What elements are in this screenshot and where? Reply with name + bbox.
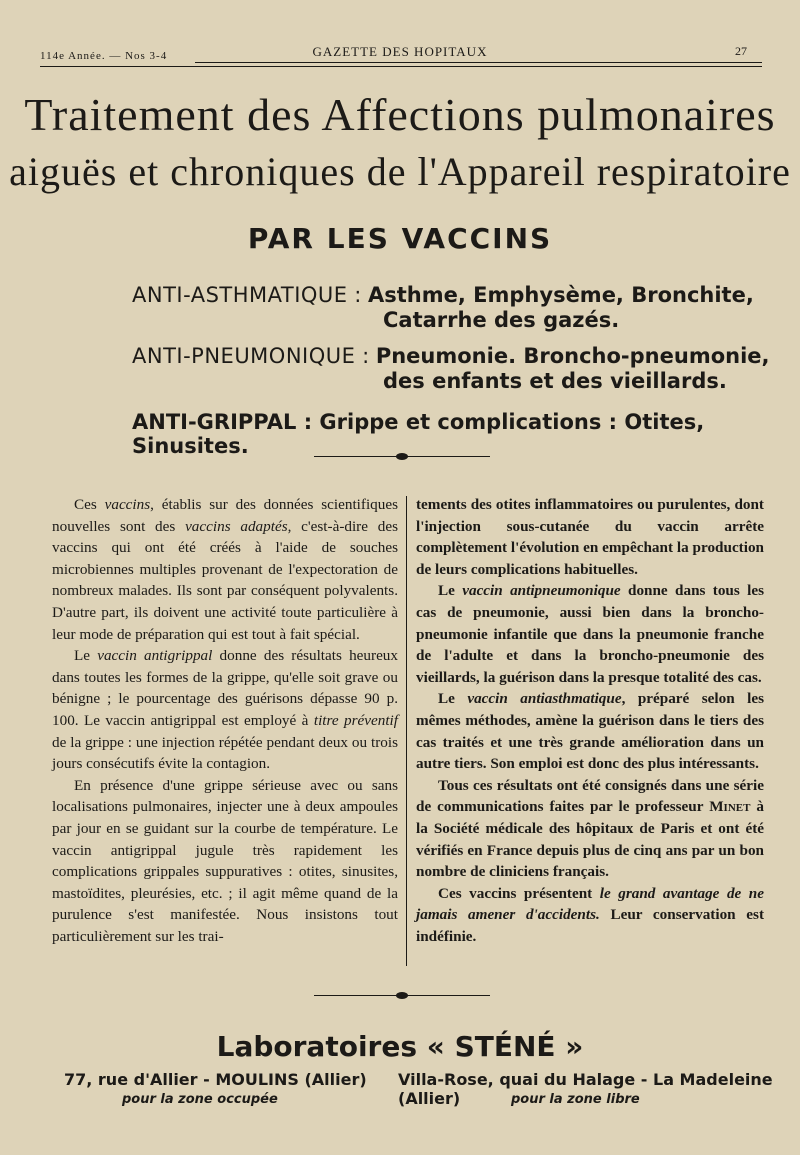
header-rule-double — [40, 66, 762, 67]
paragraph: Ces vaccins présentent le grand avantage de ne jamais amener d'accidents. Leur conservation est indéfinie. — [416, 884, 764, 945]
header-rule — [195, 62, 762, 63]
vaccine-separator: : — [347, 283, 369, 307]
zone-libre-label: pour la zone libre — [511, 1092, 640, 1107]
address-moulins: 77, rue d'Allier - MOULINS (Allier) — [64, 1070, 367, 1089]
journal-title: GAZETTE DES HOPITAUX — [312, 44, 488, 59]
vaccine-indications: Asthme, Emphysème, Bronchite, — [368, 283, 754, 307]
paragraph: Le vaccin antipneumonique donne dans tous les cas de pneumonie, aussi bien dans la broncho-pneumonie infantile que dans la pneumonie franche de l'adulte et dans la broncho-pneumonie des vieillards, la guérison dans la presque totalité des cas. — [416, 582, 765, 686]
paragraph: Ces vaccins, établis sur des données scientifiques nouvelles sont des vaccins adaptés, c'est-à-dire des vaccins qui ont été créés à l'aide de souches microbiennes multiples provenant de l'expectoration de nombreux malades. Ils sont par conséquent polyvalents. D'autre part, ils doivent une activité toute particulière à leur mode de préparation qui est tout à fait spécial. — [52, 496, 399, 643]
ornament-divider — [314, 991, 490, 1001]
zone-occupee-label: pour la zone occupée — [122, 1092, 278, 1107]
laboratory-name: Laboratoires « STÉNÉ » — [216, 1030, 584, 1063]
vaccine-separator: : — [355, 344, 376, 368]
vaccine-indications-cont: des enfants et des vieillards. — [383, 369, 727, 393]
paragraph: En présence d'une grippe sérieuse avec ou sans localisations pulmonaires, injecter une à deux ampoules par jour en se guidant sur la courbe de température. Le vaccin antigrippal jugule très rapidement les complications grippales suppuratives : otites, sinusites, mastoïdites, pleurésies, etc. ; il agit même quand de la purulence s'est manifestée. Nous insistons tout particulièrement sur les trai- — [52, 776, 398, 945]
vaccine-name: ANTI-ASTHMATIQUE — [132, 283, 348, 307]
issue-number: 114e Année. — Nos 3-4 — [40, 50, 168, 62]
paragraph: Le vaccin antigrippal donne des résultats heureux dans toutes les formes de la grippe, qu'elle soit grave ou bénigne ; le pourcentage des guérisons dépasse 90 p. 100. Le vaccin antigrippal est employé à titre préventif de la grippe : une injection répétée pendant deux ou trois jours consécutifs évite la contagion. — [52, 647, 398, 773]
vaccine-anti-grippal: ANTI-GRIPPAL : Grippe et complications : Otites, Sinusites. — [132, 410, 705, 458]
text-column-right — [416, 494, 764, 947]
vaccine-anti-pneumonique — [132, 344, 770, 368]
page-number: 27 — [735, 44, 747, 58]
headline-line-2: aiguës et chroniques de l'Appareil respiratoire — [9, 149, 791, 194]
text-column-left — [52, 494, 398, 947]
paragraph: tements des otites inflammatoires ou purulentes, dont l'injection sous-cutanée du vaccin arrête complètement l'évolution en empêchant la production de leurs complications habituelles. — [416, 496, 764, 578]
paragraph: Tous ces résultats ont été consignés dans une série de communications faites par le professeur Minet à la Société médicale des hôpitaux de Paris et ont été vérifiés en France depuis plus de cinq ans par un bon nombre de cliniciens français. — [416, 776, 765, 881]
vaccine-anti-asthmatique — [132, 283, 754, 307]
vaccine-indications: Pneumonie. Broncho-pneumonie, — [375, 344, 770, 368]
vaccine-indications-cont: Catarrhe des gazés. — [383, 308, 620, 332]
paragraph: Le vaccin antiasthmatique, préparé selon les mêmes méthodes, amène la guérison dans le tiers des cas traités et une très grande amélioration dans un autre tiers. Son emploi est donc des plus intéressants. — [416, 690, 765, 773]
headline-line-1: Traitement des Affections pulmonaires — [24, 89, 776, 140]
ornament-divider — [314, 452, 490, 462]
address-la-madeleine: Villa-Rose, quai du Halage - La Madeleine (Allier) — [398, 1070, 773, 1108]
vaccine-name: ANTI-PNEUMONIQUE — [132, 344, 356, 368]
column-divider — [406, 496, 407, 966]
headline-subtitle: PAR LES VACCINS — [247, 222, 553, 255]
